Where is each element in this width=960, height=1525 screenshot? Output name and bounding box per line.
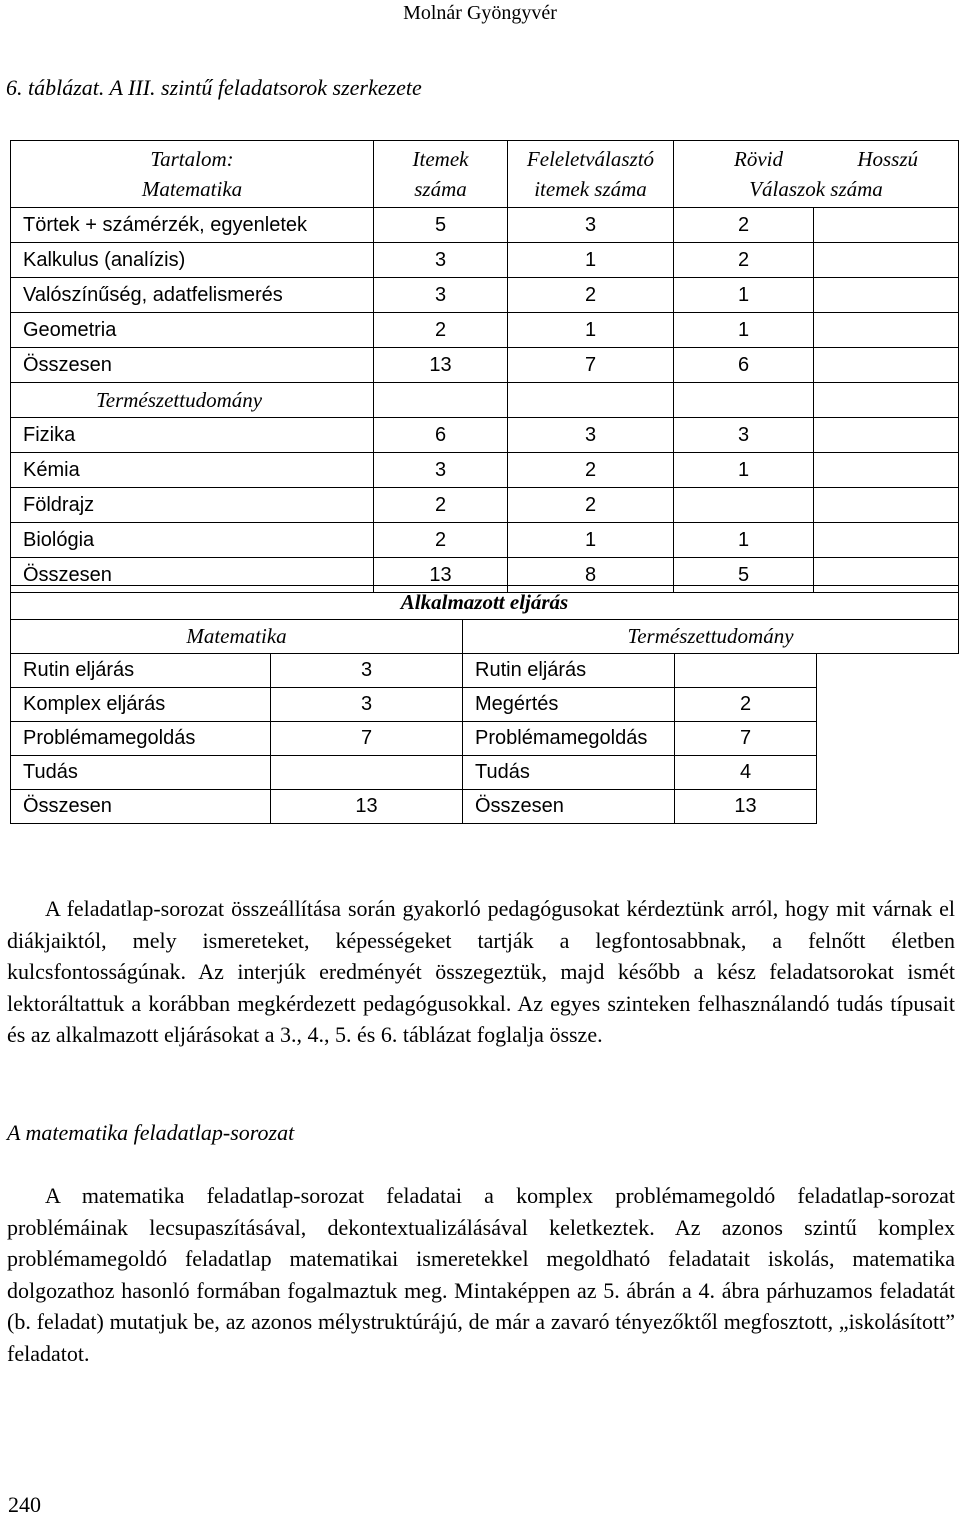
header-content: Tartalom: Matematika [11, 141, 374, 208]
header-items: Itemek száma [374, 141, 508, 208]
items-count: 2 [374, 488, 508, 523]
page-number: 240 [8, 1492, 41, 1517]
science-procedure-label: Összesen [463, 790, 675, 824]
table-row [11, 654, 959, 688]
math-procedure-label: Komplex eljárás [11, 688, 271, 722]
procedure-science-heading: Természettudomány [463, 620, 959, 654]
math-procedure-label: Tudás [11, 756, 271, 790]
science-procedure-label: Rutin eljárás [463, 654, 675, 688]
math-procedure-label: Problémamegoldás [11, 722, 271, 756]
structure-table [10, 140, 959, 593]
short-answer-count: 1 [674, 523, 814, 558]
table-row [11, 418, 959, 453]
procedure-subheading-row [11, 620, 959, 654]
empty-cell [817, 722, 959, 756]
long-answer-count [814, 278, 959, 313]
science-procedure-label: Problémamegoldás [463, 722, 675, 756]
short-answer-count: 6 [674, 348, 814, 383]
mc-count: 3 [508, 208, 674, 243]
empty-cell [817, 654, 959, 688]
table-row [11, 688, 959, 722]
items-count: 6 [374, 418, 508, 453]
header-long: Hosszú [857, 147, 919, 171]
table-row [11, 348, 959, 383]
math-procedure-count: 7 [271, 722, 463, 756]
long-answer-count [814, 488, 959, 523]
empty-cell [817, 688, 959, 722]
section-heading-row [11, 383, 959, 418]
items-count: 13 [374, 558, 508, 593]
science-procedure-count: 4 [675, 756, 817, 790]
science-procedure-count: 13 [675, 790, 817, 824]
row-label: Valószínűség, adatfelismerés [11, 278, 374, 313]
table-row [11, 523, 959, 558]
items-count: 3 [374, 243, 508, 278]
row-label: Törtek + számérzék, egyenletek [11, 208, 374, 243]
short-answer-count: 3 [674, 418, 814, 453]
long-answer-count [814, 243, 959, 278]
row-label: Geometria [11, 313, 374, 348]
table-caption: 6. táblázat. A III. szintű feladatsorok szerkezete [6, 75, 422, 100]
paragraph-1: A feladatlap-sorozat összeállítása során gyakorló pedagógusokat kérdeztünk arról, hogy mit várnak el diákjaiktól, mely ismereteket, képességeket tartják a legfontosabbnak, a felnőtt életben kulcsfontosságúnak. Az interjúk eredményét összegeztük, majd később a kész feladatsorokat ismét lektoráltattuk a korábban megkérdezett pedagógusokkal. Az egyes szinteken felhasználandó tudás típusait és az alkalmazott eljárásokat a 3., 4., 5. és 6. táblázat foglalja össze. [7, 896, 955, 1047]
mc-count: 1 [508, 313, 674, 348]
row-label: Kalkulus (analízis) [11, 243, 374, 278]
procedure-math-heading: Matematika [11, 620, 463, 654]
table-row [11, 243, 959, 278]
empty-cell [374, 383, 508, 418]
table-row [11, 790, 959, 824]
long-answer-count [814, 348, 959, 383]
mc-count: 1 [508, 523, 674, 558]
items-count: 2 [374, 523, 508, 558]
long-answer-count [814, 208, 959, 243]
science-procedure-count: 2 [675, 688, 817, 722]
table-row [11, 313, 959, 348]
math-procedure-count [271, 756, 463, 790]
table-header-row [11, 141, 959, 208]
procedure-table [10, 585, 959, 824]
science-section-heading: Természettudomány [11, 383, 374, 418]
procedure-title-row [11, 586, 959, 620]
short-answer-count: 1 [674, 278, 814, 313]
mc-count: 1 [508, 243, 674, 278]
header-answers [674, 141, 959, 208]
empty-cell [817, 756, 959, 790]
science-procedure-count [675, 654, 817, 688]
short-answer-count: 1 [674, 313, 814, 348]
mc-count: 2 [508, 453, 674, 488]
math-procedure-label: Rutin eljárás [11, 654, 271, 688]
short-answer-count: 2 [674, 208, 814, 243]
section-subheading: A matematika feladatlap-sorozat [7, 1120, 295, 1145]
science-procedure-count: 7 [675, 722, 817, 756]
long-answer-count [814, 418, 959, 453]
long-answer-count [814, 453, 959, 488]
row-label: Földrajz [11, 488, 374, 523]
items-count: 3 [374, 278, 508, 313]
empty-cell [508, 383, 674, 418]
short-answer-count: 5 [674, 558, 814, 593]
row-label: Fizika [11, 418, 374, 453]
items-count: 13 [374, 348, 508, 383]
mc-count: 7 [508, 348, 674, 383]
procedure-title: Alkalmazott eljárás [11, 586, 959, 620]
items-count: 3 [374, 453, 508, 488]
row-label: Kémia [11, 453, 374, 488]
short-answer-count [674, 488, 814, 523]
short-answer-count: 1 [674, 453, 814, 488]
empty-cell [814, 383, 959, 418]
short-answer-count: 2 [674, 243, 814, 278]
items-count: 2 [374, 313, 508, 348]
mc-count: 2 [508, 278, 674, 313]
header-answers-count: Válaszok száma [749, 177, 883, 201]
mc-count: 8 [508, 558, 674, 593]
row-label: Összesen [11, 558, 374, 593]
table-row [11, 756, 959, 790]
row-label: Összesen [11, 348, 374, 383]
mc-count: 2 [508, 488, 674, 523]
table-row [11, 488, 959, 523]
table-row [11, 722, 959, 756]
row-label: Biológia [11, 523, 374, 558]
items-count: 5 [374, 208, 508, 243]
empty-cell [674, 383, 814, 418]
table-row [11, 453, 959, 488]
math-procedure-count: 3 [271, 654, 463, 688]
table-row [11, 278, 959, 313]
long-answer-count [814, 523, 959, 558]
paragraph-2: A matematika feladatlap-sorozat feladatai a komplex problémamegoldó feladatlap-sorozat problémáinak lecsupaszításával, dekontextualizálásával keletkeztek. Az azonos szintű komplex problémamegoldó feladatlap matematikai ismeretekkel megoldható feladatait iskolás, matematika dolgozathoz hasonló formában fogalmaztuk meg. Mintaképpen az 5. ábrán a 4. ábra párhuzamos feladatát (b. feladat) mutatjuk be, az azonos mélystruktúrájú, de már a zavaró tényezőktől megfosztott, „iskolásított” feladatot. [7, 1183, 955, 1366]
math-procedure-label: Összesen [11, 790, 271, 824]
mc-count: 3 [508, 418, 674, 453]
header-short: Rövid [734, 147, 783, 171]
math-procedure-count: 13 [271, 790, 463, 824]
empty-cell [817, 790, 959, 824]
science-procedure-label: Tudás [463, 756, 675, 790]
long-answer-count [814, 313, 959, 348]
running-header: Molnár Gyöngyvér [403, 2, 557, 24]
math-procedure-count: 3 [271, 688, 463, 722]
science-procedure-label: Megértés [463, 688, 675, 722]
header-multiple-choice: Feleletválasztó itemek száma [508, 141, 674, 208]
table-row [11, 208, 959, 243]
